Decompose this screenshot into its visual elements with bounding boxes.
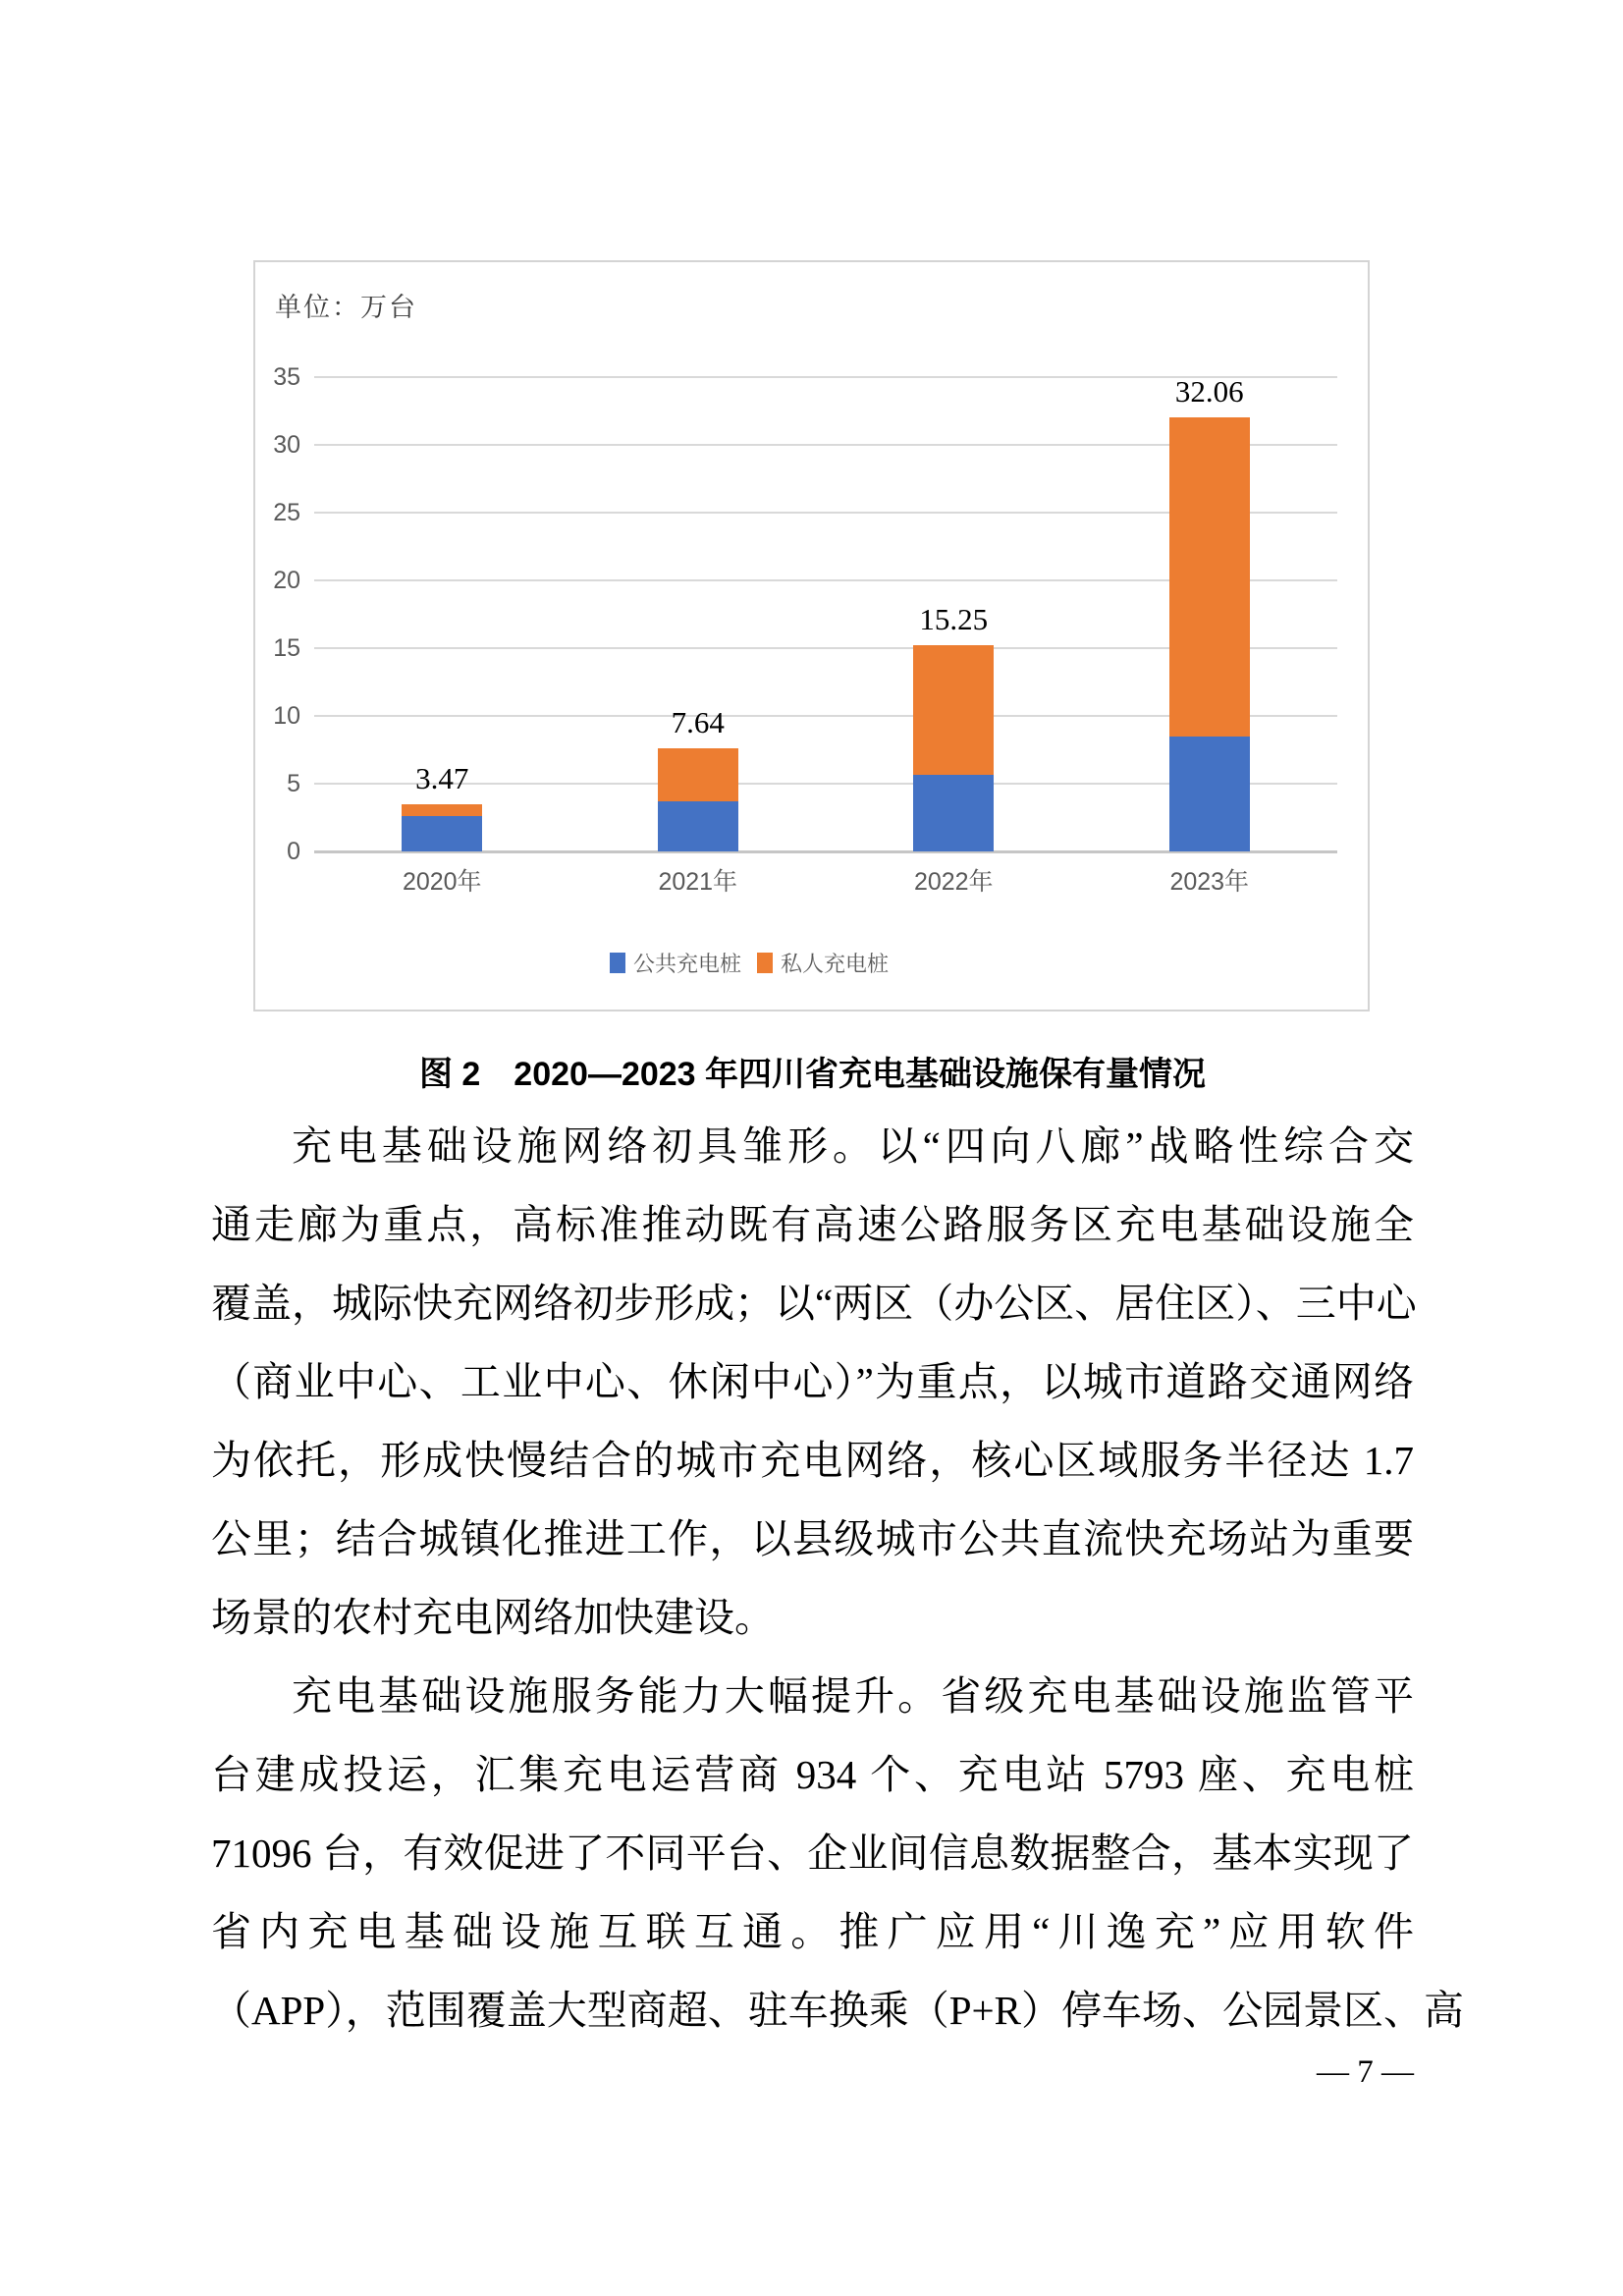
bar-segment-private bbox=[658, 748, 738, 801]
bar-segment-private bbox=[913, 645, 994, 775]
bar-total-label: 7.64 bbox=[671, 704, 725, 739]
legend-item-private bbox=[757, 948, 889, 978]
bar-total-label: 15.25 bbox=[919, 601, 989, 636]
bar-total-label: 32.06 bbox=[1174, 373, 1244, 409]
page-number: — 7 — bbox=[1317, 2054, 1414, 2090]
legend-label-private: 私人充电桩 bbox=[781, 952, 890, 976]
plot-area bbox=[314, 373, 1337, 896]
bar-segment-public bbox=[913, 775, 994, 851]
bar-segment-public bbox=[402, 816, 482, 851]
y-axis-tick-label: 0 bbox=[287, 838, 300, 865]
chart-legend bbox=[610, 948, 889, 978]
legend-swatch-public-icon bbox=[610, 953, 625, 973]
x-axis-category-label: 2020年 bbox=[402, 868, 482, 896]
y-axis-tick-label: 10 bbox=[273, 702, 300, 730]
x-axis-category-label: 2022年 bbox=[913, 868, 994, 896]
bar-total-label: 3.47 bbox=[415, 761, 469, 796]
body-text-line: 省内充电基础设施互联互通。推广应用“川逸充”应用软件 bbox=[211, 1909, 1414, 1954]
body-text-line: 覆盖，城际快充网络初步形成；以“两区（办公区、居住区）、三中心 bbox=[211, 1281, 1417, 1326]
y-axis-tick-label: 30 bbox=[273, 431, 300, 459]
x-axis-category-label: 2023年 bbox=[1169, 868, 1250, 896]
bar-segment-private bbox=[402, 804, 482, 816]
legend-label-public: 公共充电桩 bbox=[633, 952, 742, 976]
body-text-line: 公里；结合城镇化推进工作，以县级城市公共直流快充场站为重要 bbox=[211, 1516, 1414, 1561]
chart-unit-label: 单位：万台 bbox=[275, 293, 417, 322]
y-axis-tick-label: 20 bbox=[273, 567, 300, 594]
bar-segment-private bbox=[1169, 417, 1250, 737]
legend-item-public bbox=[610, 948, 741, 978]
legend-swatch-private-icon bbox=[757, 953, 773, 973]
figure-2-chart bbox=[253, 260, 1370, 1011]
y-axis-tick-label: 35 bbox=[273, 363, 300, 391]
body-text-line: 充电基础设施服务能力大幅提升。省级充电基础设施监管平 bbox=[292, 1673, 1414, 1719]
body-text-line: （APP），范围覆盖大型商超、驻车换乘（P+R）停车场、公园景区、高 bbox=[211, 1988, 1464, 2033]
body-text-line: 71096 台，有效促进了不同平台、企业间信息数据整合，基本实现了 bbox=[211, 1831, 1414, 1876]
body-text-line: 场景的农村充电网络加快建设。 bbox=[211, 1595, 775, 1640]
body-text-line: 台建成投运，汇集充电运营商 934 个、充电站 5793 座、充电桩 bbox=[211, 1752, 1414, 1797]
figure-caption: 图 2 2020—2023 年四川省充电基础设施保有量情况 bbox=[418, 1056, 1207, 1093]
x-axis-category-label: 2021年 bbox=[658, 868, 738, 896]
y-axis-tick-label: 5 bbox=[287, 770, 300, 797]
body-text bbox=[211, 1107, 1464, 2050]
bar-segment-public bbox=[1169, 737, 1250, 851]
body-text-line: 通走廊为重点，高标准推动既有高速公路服务区充电基础设施全 bbox=[211, 1202, 1414, 1247]
body-text-line: 为依托，形成快慢结合的城市充电网络，核心区域服务半径达 1.7 bbox=[211, 1438, 1414, 1483]
y-axis-tick-label: 15 bbox=[273, 634, 300, 662]
y-axis-tick-label: 25 bbox=[273, 499, 300, 526]
bar-segment-public bbox=[658, 801, 738, 851]
body-text-line: 充电基础设施网络初具雏形。以“四向八廊”战略性综合交 bbox=[292, 1123, 1414, 1169]
body-text-line: （商业中心、工业中心、休闲中心）”为重点，以城市道路交通网络 bbox=[211, 1359, 1414, 1404]
